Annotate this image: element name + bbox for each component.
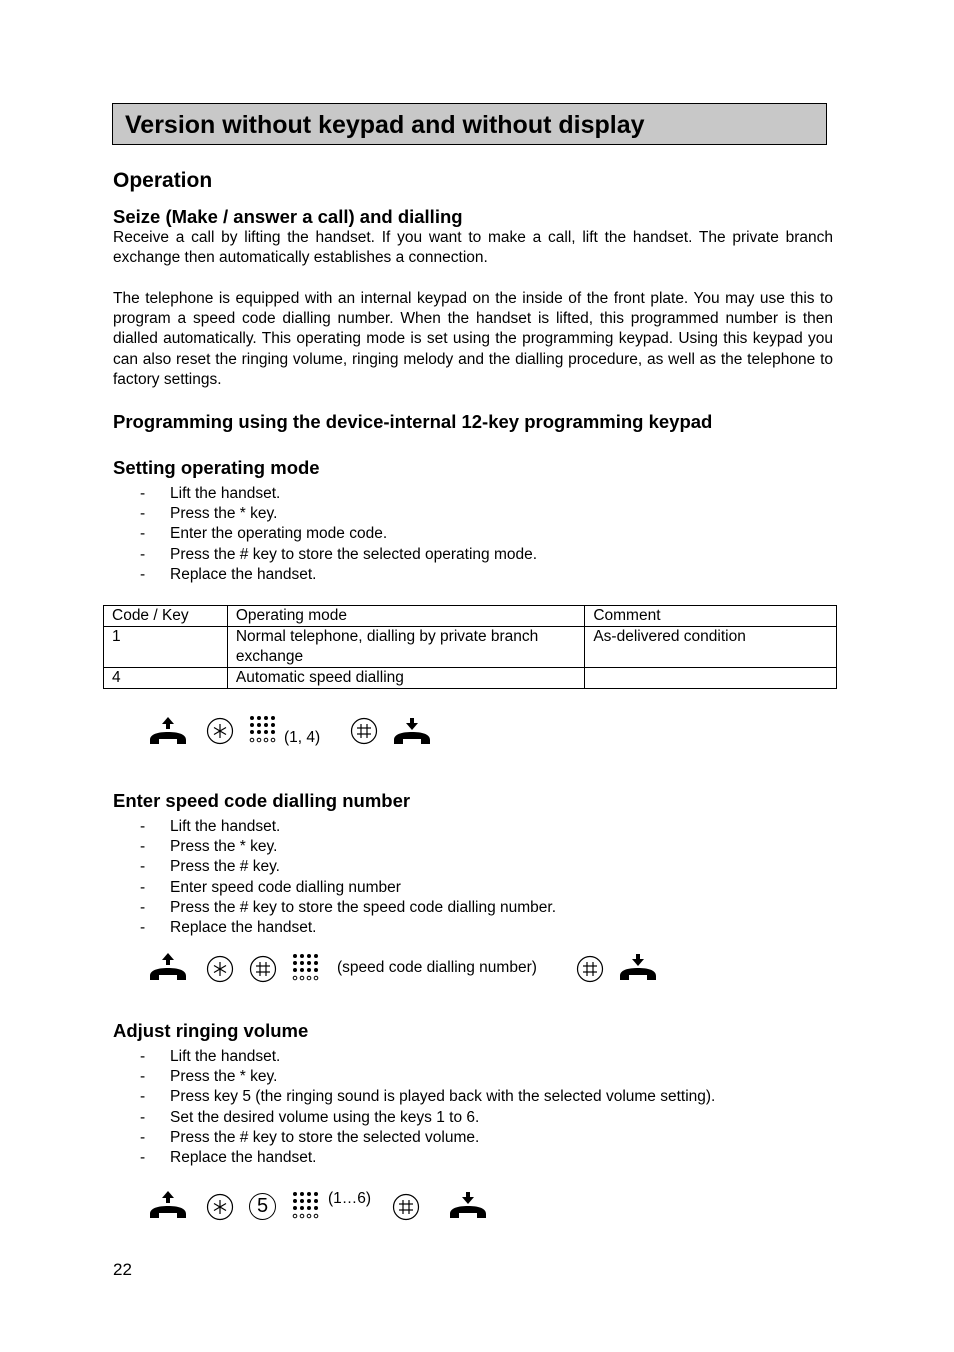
list-item: - Replace the handset. xyxy=(140,918,556,938)
lift-handset-icon xyxy=(148,1190,188,1222)
list-item: - Lift the handset. xyxy=(140,1047,715,1067)
operating-mode-steps xyxy=(140,484,537,585)
list-item: - Press the * key. xyxy=(140,837,556,857)
sequence-label: (speed code dialling number) xyxy=(337,959,537,976)
hash-key-icon xyxy=(576,955,604,983)
list-item: - Lift the handset. xyxy=(140,484,537,504)
section-heading: Operation xyxy=(113,169,213,192)
list-item: - Enter speed code dialling number xyxy=(140,878,556,898)
list-item: - Press the # key. xyxy=(140,857,556,877)
table-cell xyxy=(585,668,837,689)
keypad-icon xyxy=(248,715,278,745)
list-item: - Press the * key. xyxy=(140,504,537,524)
operating-mode-heading: Setting operating mode xyxy=(113,457,320,478)
table-row xyxy=(104,668,837,689)
keypad-icon xyxy=(291,1191,321,1221)
table-header-cell: Comment xyxy=(585,606,837,627)
hash-key-icon xyxy=(350,717,378,745)
hash-key-icon xyxy=(392,1193,420,1221)
digit-key-icon: 5 xyxy=(249,1193,276,1220)
list-item: - Press the # key to store the speed code dialling number. xyxy=(140,898,556,918)
table-header-cell: Code / Key xyxy=(104,606,228,627)
table-cell: 1 xyxy=(104,627,228,668)
replace-handset-icon xyxy=(618,952,658,984)
star-key-icon xyxy=(206,955,234,983)
table-cell: Normal telephone, dialling by private branch exchange xyxy=(227,627,584,668)
star-key-icon xyxy=(206,717,234,745)
table-row xyxy=(104,627,837,668)
speed-code-sequence xyxy=(0,950,954,990)
seize-paragraph-2: The telephone is equipped with an internal keypad on the inside of the front plate. You may use this to program a speed code dialling number. When the handset is lifted, this programmed number is then dialled automatically. This operating mode is set using the programming keypad. Using this keypad you can also reset the ringing volume, ringing melody and the dialling procedure, as well as the telephone to factory settings. xyxy=(113,290,833,388)
ringing-volume-sequence xyxy=(0,1188,954,1228)
operating-mode-table xyxy=(103,605,837,689)
sequence-label: (1…6) xyxy=(328,1190,372,1207)
ringing-volume-steps xyxy=(140,1047,715,1168)
sequence-label: (1, 4) xyxy=(284,729,321,746)
speed-code-steps xyxy=(140,817,556,938)
operating-mode-sequence xyxy=(0,712,954,752)
list-item: - Press the # key to store the selected volume. xyxy=(140,1128,715,1148)
list-item: - Press the * key. xyxy=(140,1067,715,1087)
speed-code-heading: Enter speed code dialling number xyxy=(113,790,411,811)
table-header-cell: Operating mode xyxy=(227,606,584,627)
table-header-row xyxy=(104,606,837,627)
seize-paragraph-1: Receive a call by lifting the handset. If you want to make a call, lift the handset. The private branch exchange then automatically establishes a connection. xyxy=(113,229,833,267)
list-item: - Enter the operating mode code. xyxy=(140,524,537,544)
table-cell: Automatic speed dialling xyxy=(227,668,584,689)
keypad-icon xyxy=(291,953,321,983)
lift-handset-icon xyxy=(148,716,188,748)
seize-heading: Seize (Make / answer a call) and dialling xyxy=(113,206,463,227)
star-key-icon xyxy=(206,1193,234,1221)
page-number: 22 xyxy=(113,1260,132,1279)
hash-key-icon xyxy=(249,955,277,983)
replace-handset-icon xyxy=(448,1190,488,1222)
list-item: - Replace the handset. xyxy=(140,1148,715,1168)
list-item: - Press key 5 (the ringing sound is played back with the selected volume setting). xyxy=(140,1087,715,1107)
lift-handset-icon xyxy=(148,952,188,984)
list-item: - Lift the handset. xyxy=(140,817,556,837)
programming-heading: Programming using the device-internal 12-key programming keypad xyxy=(113,411,713,432)
table-cell: As-delivered condition xyxy=(585,627,837,668)
page-title: Version without keypad and without display xyxy=(125,111,645,139)
list-item: - Set the desired volume using the keys 1 to 6. xyxy=(140,1108,715,1128)
table-cell: 4 xyxy=(104,668,228,689)
list-item: - Press the # key to store the selected operating mode. xyxy=(140,545,537,565)
title-banner xyxy=(112,103,827,145)
ringing-volume-heading: Adjust ringing volume xyxy=(113,1020,309,1041)
replace-handset-icon xyxy=(392,716,432,748)
list-item: - Replace the handset. xyxy=(140,565,537,585)
